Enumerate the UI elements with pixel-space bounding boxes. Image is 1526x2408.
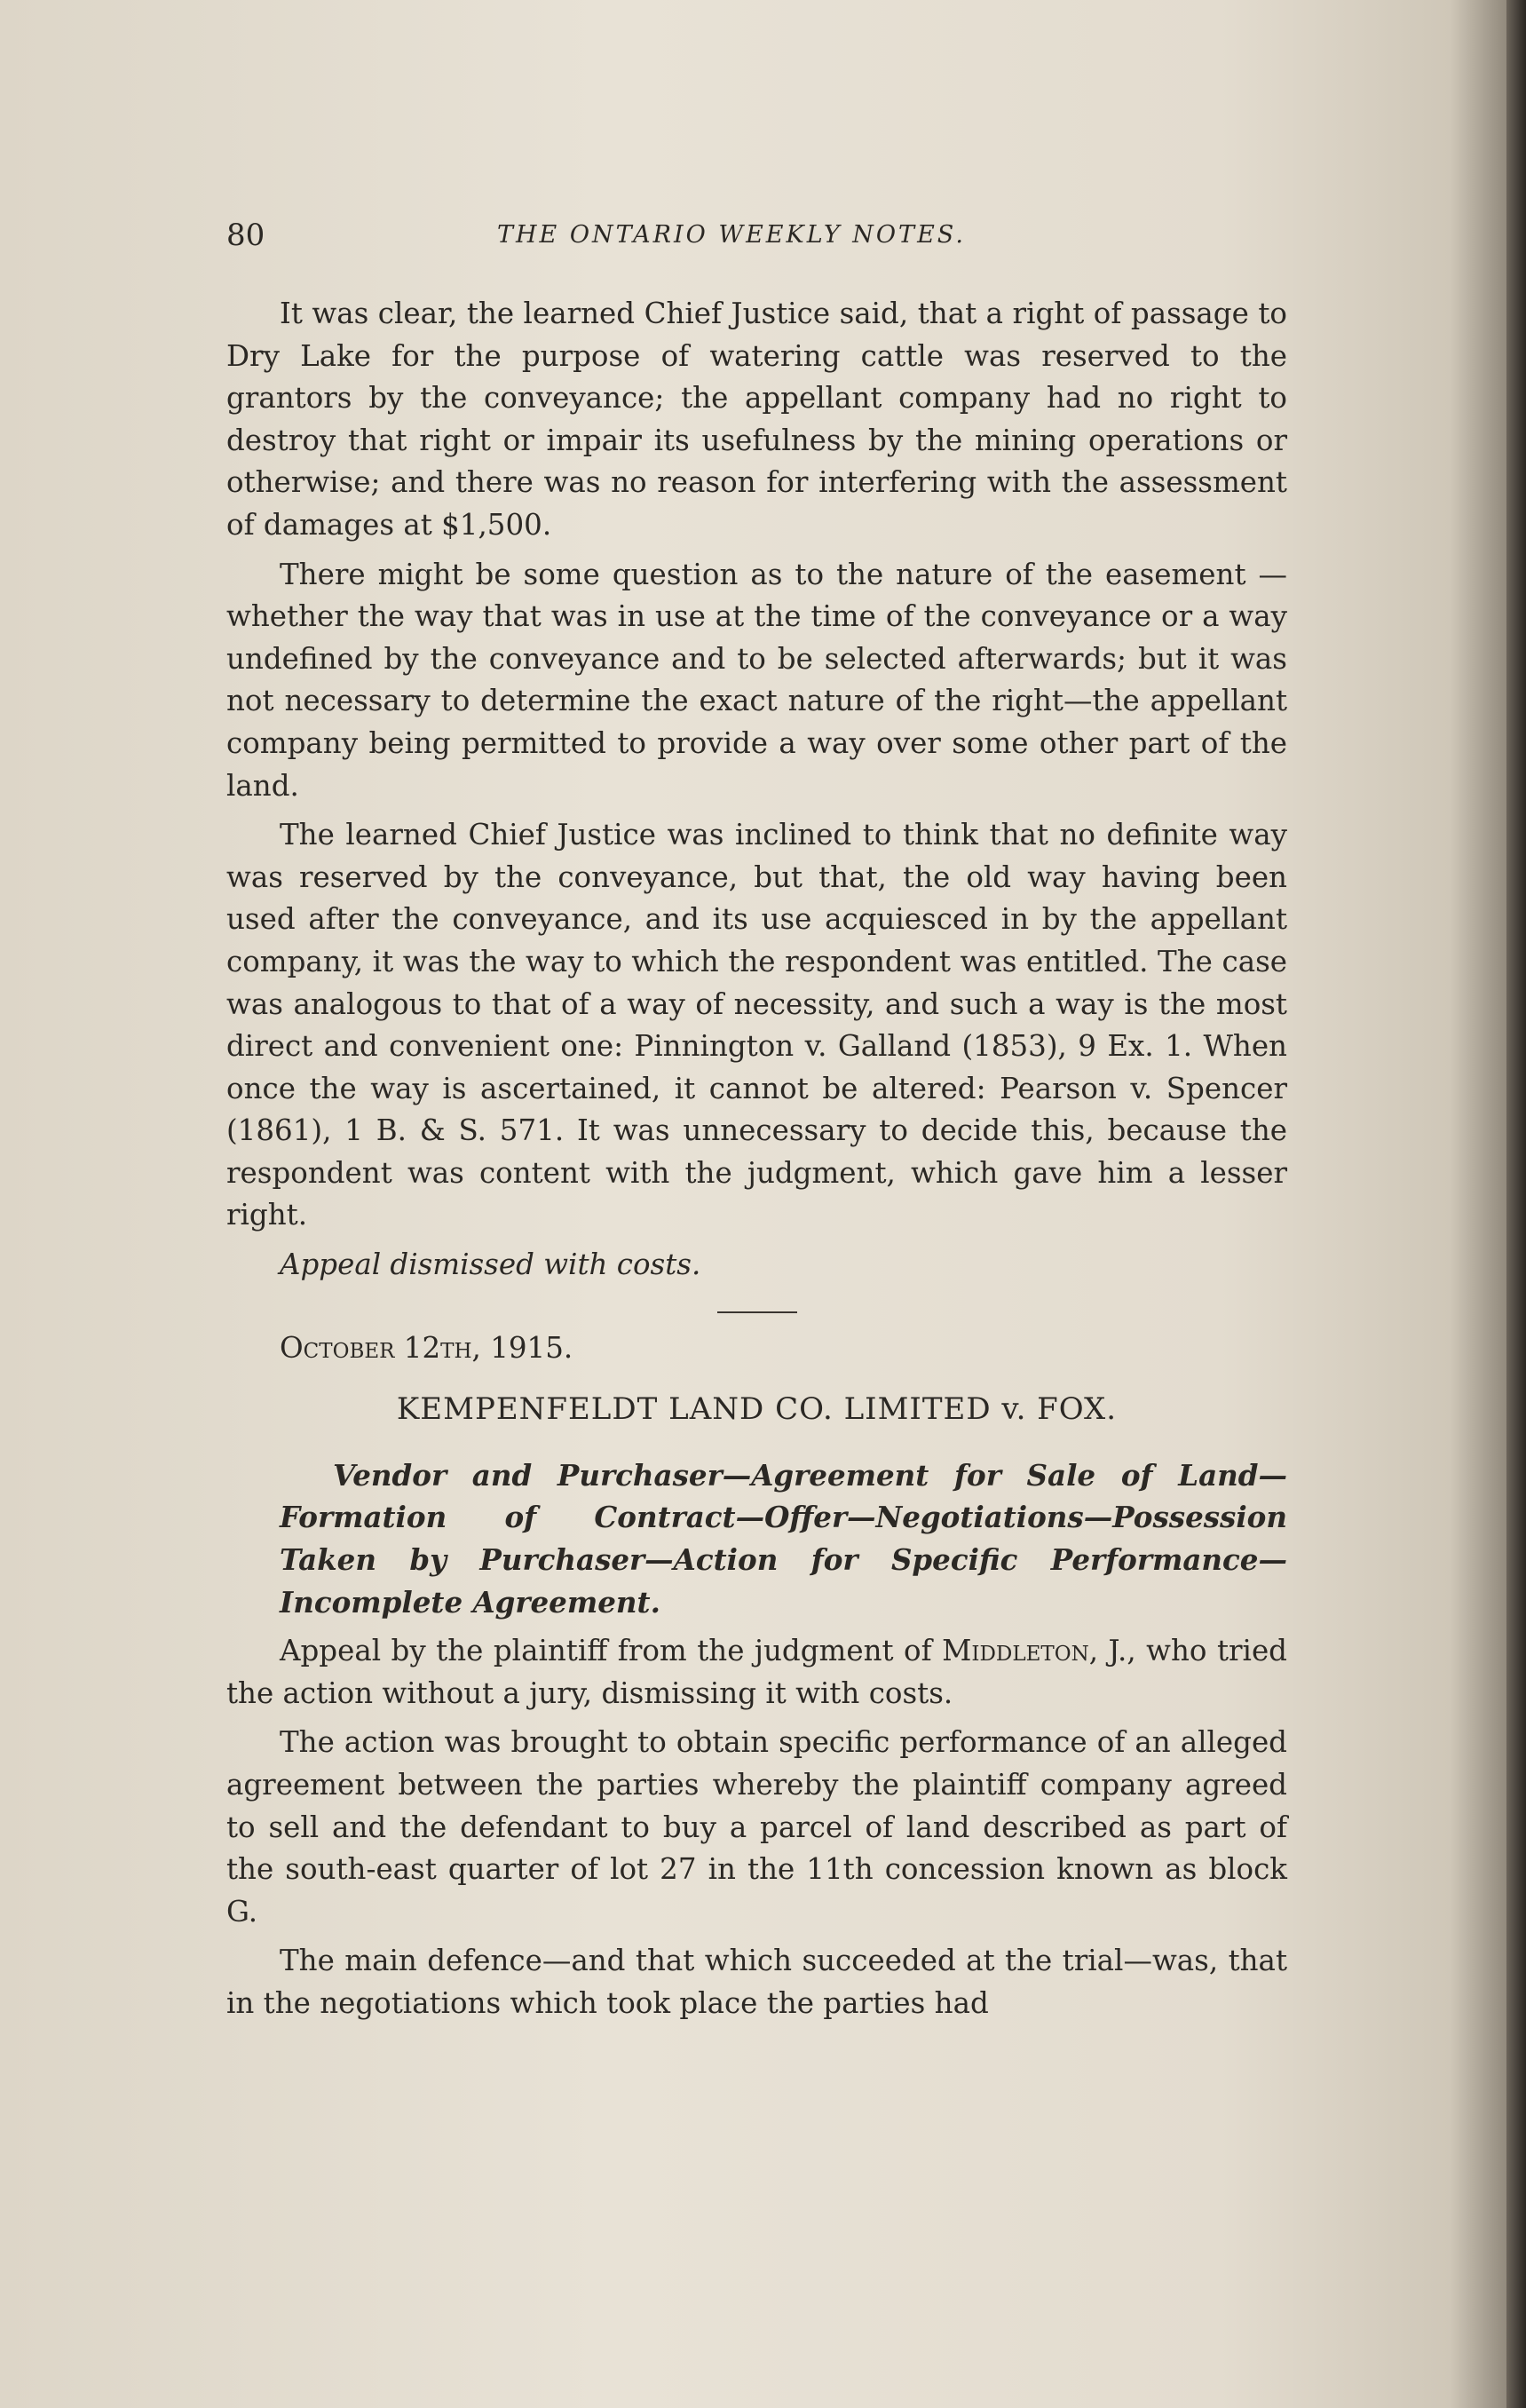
body-text	[226, 293, 1287, 2032]
headnote: Vendor and Purchaser—Agreement for Sale of Land—Formation of Contract—Offer—Negotiations—Possession Taken by Purchaser—Action for Specific Performance—Incomplete Agreement.	[280, 1457, 1287, 1620]
appeal-text-before: Appeal by the plaintiff from the judgment of	[280, 1634, 932, 1668]
section-divider	[717, 1311, 797, 1313]
page-header	[226, 218, 1287, 262]
case-title: KEMPENFELDT LAND CO. LIMITED v. FOX.	[396, 1391, 1118, 1428]
paragraph: It was clear, the learned Chief Justice said, that a right of passage to Dry Lake for the purpose of watering cattle was reserved to the grantors by the conveyance; the appellant company had no right to destroy that right or impair its usefulness by the mining operations or otherwise; and there was no reason for interfering with the assessment of damages at $1,500.	[226, 297, 1287, 542]
appeal-text-after: , J., who tried the action without a jury, dismissing it with costs.	[226, 1634, 1287, 1710]
decision-date: October 12th, 1915.	[280, 1330, 573, 1365]
page-number: 80	[226, 218, 265, 253]
page-edge	[1506, 0, 1526, 2408]
paragraph: The main defence—and that which succeeded at the trial—was, that in the negotiations which took place the parties had	[226, 1944, 1287, 2020]
paragraph: The learned Chief Justice was inclined to think that no definite way was reserved by the conveyance, but that, the old way having been used after the conveyance, and its use acquiesced in by the appellant company, it was the way to which the respondent was entitled. The case was analogous to that of a way of necessity, and such a way is the most direct and convenient one: Pinnington v. Galland (1853), 9 Ex. 1. When once the way is ascertained, it cannot be altered: Pearson v. Spencer (1861), 1 B. & S. 571. It was unnecessary to decide this, because the respondent was content with the judgment, which gave him a lesser right.	[226, 818, 1287, 1232]
judge-name: Middleton	[942, 1634, 1089, 1668]
paragraph: The action was brought to obtain specific performance of an alleged agreement between the parties whereby the plaintiff company agreed to sell and the defendant to buy a parcel of land described as part of the south-east quarter of lot 27 in the 11th concession known as block G.	[226, 1725, 1287, 1929]
running-head: THE ONTARIO WEEKLY NOTES.	[497, 221, 966, 249]
appeal-paragraph	[226, 1630, 1287, 1715]
verdict: Appeal dismissed with costs.	[280, 1248, 701, 1282]
paragraph: There might be some question as to the nature of the easement —whether the way that was in use at the time of the conveyance or a way undefined by the conveyance and to be selected afterwards; but it was not necessary to determine the exact nature of the right—the appellant company being permitted to provide a way over some other part of the land.	[226, 557, 1287, 803]
